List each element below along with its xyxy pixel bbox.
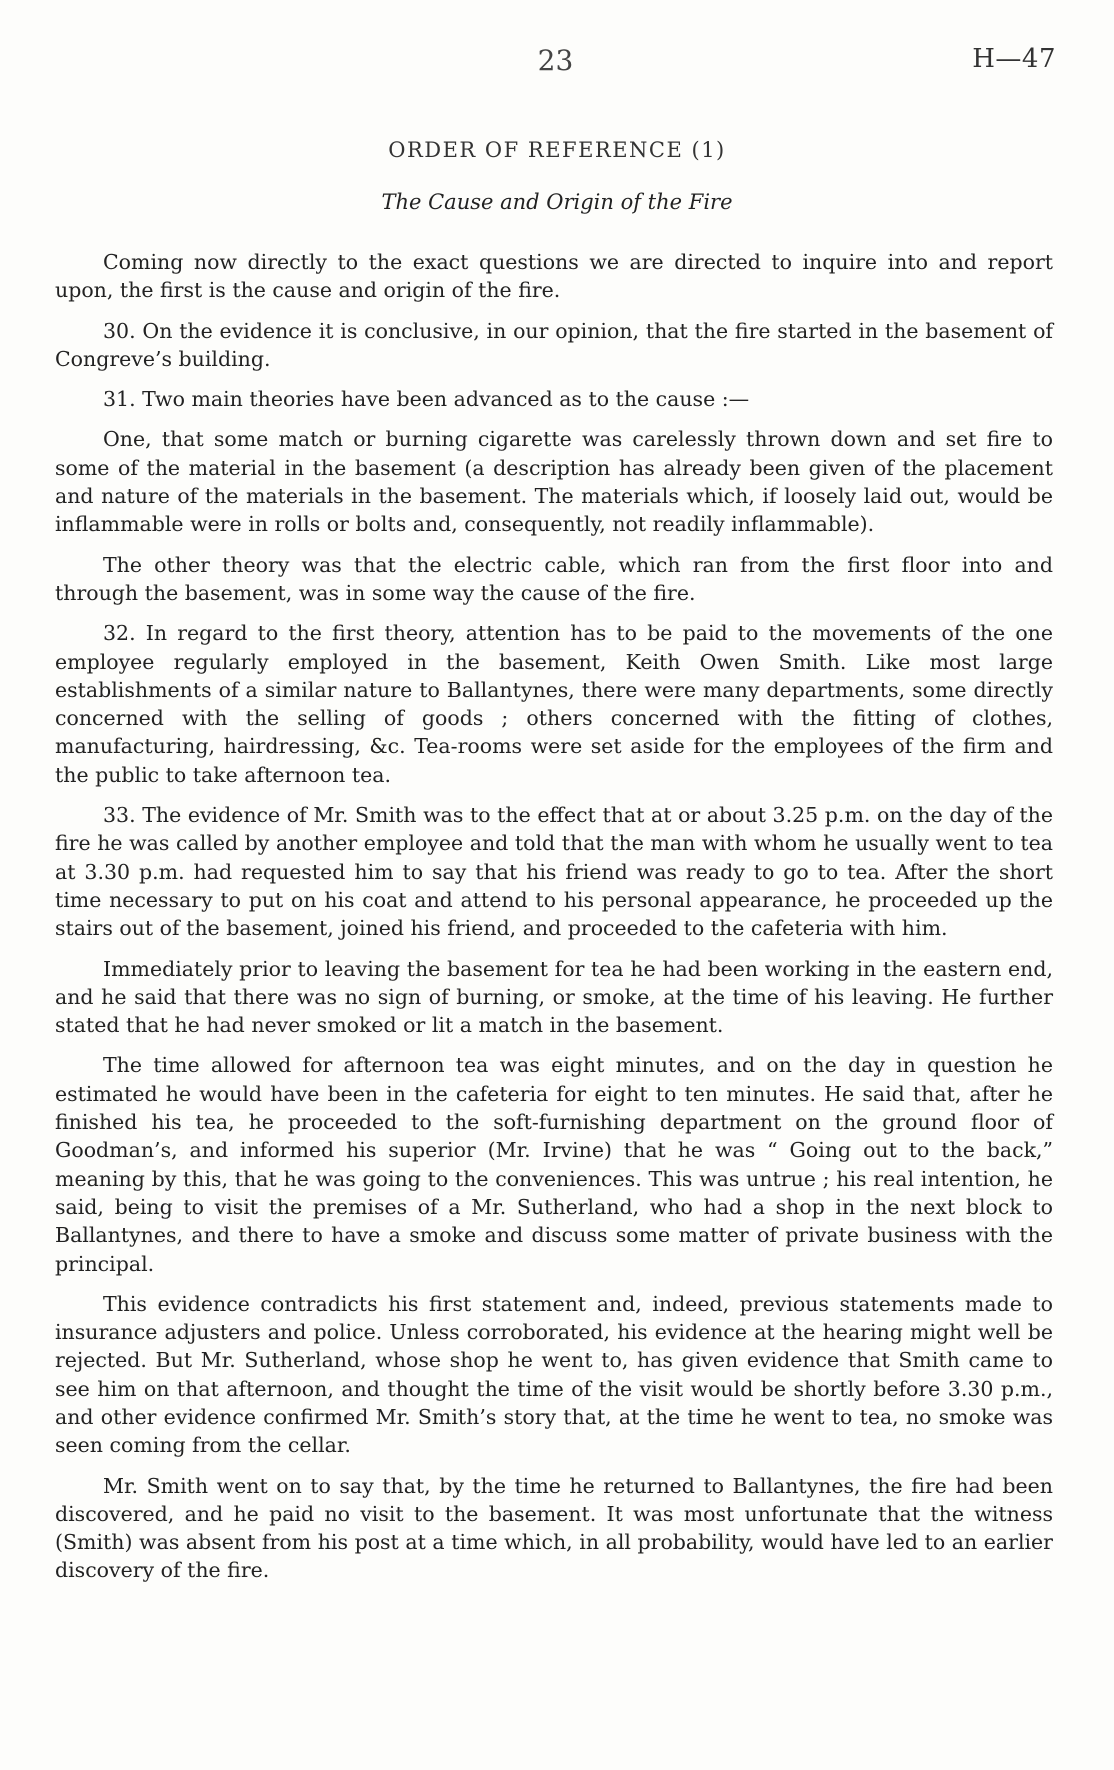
paragraph: The other theory was that the electric cable, which ran from the first floor into and through the basement, was in some way the cause of the fire. xyxy=(55,552,1053,605)
paragraph-30: 30. On the evidence it is conclusive, in our opinion, that the fire started in the basement of Congreve’s building. xyxy=(55,318,1053,371)
paragraph: Immediately prior to leaving the basement for tea he had been working in the eastern end, and he said that there was no sign of burning, or smoke, at the time of his leaving. He further stated that he had never smoked or lit a match in the basement. xyxy=(55,956,1053,1038)
paragraph: Mr. Smith went on to say that, by the time he returned to Ballantynes, the fire had been discovered, and he paid no visit to the basement. It was most unfortunate that the witness (Smith) was absent from his post at a time which, in all probability, would have led to an earlier discovery of the fire. xyxy=(55,1473,1053,1583)
paragraph-33: 33. The evidence of Mr. Smith was to the effect that at or about 3.25 p.m. on the day of the fire he was called by another employee and told that the man with whom he usually went to tea at 3.30 p.m. had requested him to say that his friend was ready to go to tea. After the short time necessary to put on his coat and attend to his personal appearance, he proceeded up the stairs out of the basement, joined his friend, and proceeded to the cafeteria with him. xyxy=(55,803,1053,941)
paragraph-32: 32. In regard to the first theory, attention has to be paid to the movements of the one employee regularly employed in the basement, Keith Owen Smith. Like most large establishments of a similar nature to Ballantynes, there were many departments, some directly concerned with the selling of goods ; others concerned with the fitting of clothes, manufacturing, hairdressing, &c. Tea-rooms were set aside for the employees of the firm and the public to take afternoon tea. xyxy=(55,621,1053,787)
page-header xyxy=(55,44,1056,84)
body-text xyxy=(55,248,1053,1597)
paragraph-31: 31. Two main theories have been advanced as to the cause :— xyxy=(103,387,750,412)
paragraph: Coming now directly to the exact questions we are directed to inquire into and report upon, the first is the cause and origin of the fire. xyxy=(55,250,1053,303)
paragraph: This evidence contradicts his first statement and, indeed, previous statements made to insurance adjusters and police. Unless corroborated, his evidence at the hearing might well be rejected. But Mr. Sutherland, whose shop he went to, has given evidence that Smith came to see him on that afternoon, and thought the time of the visit would be shortly before 3.30 p.m., and other evidence confirmed Mr. Smith’s story that, at the time he went to tea, no smoke was seen coming from the cellar. xyxy=(55,1291,1053,1458)
section-heading: ORDER OF REFERENCE (1) xyxy=(388,138,726,162)
section-subheading: The Cause and Origin of the Fire xyxy=(381,190,733,214)
paragraph: One, that some match or burning cigarette was carelessly thrown down and set fire to some of the material in the basement (a description has already been given of the placement and nature of the materials in the basement. The materials which, if loosely laid out, would be inflammable were in rolls or bolts and, consequently, not readily inflammable). xyxy=(55,427,1053,537)
paragraph: The time allowed for afternoon tea was eight minutes, and on the day in question he estimated he would have been in the cafeteria for eight to ten minutes. He said that, after he finished his tea, he proceeded to the soft-furnishing department on the ground floor of Goodman’s, and informed his superior (Mr. Irvine) that he was “ Going out to the back,” meaning by this, that he was going to the conveniences. This was untrue ; his real intention, he said, being to visit the premises of a Mr. Sutherland, who had a shop in the next block to Ballantynes, and there to have a smoke and discuss some matter of private business with the principal. xyxy=(55,1053,1053,1276)
page-number: 23 xyxy=(537,44,574,77)
document-id: H—47 xyxy=(972,44,1056,74)
